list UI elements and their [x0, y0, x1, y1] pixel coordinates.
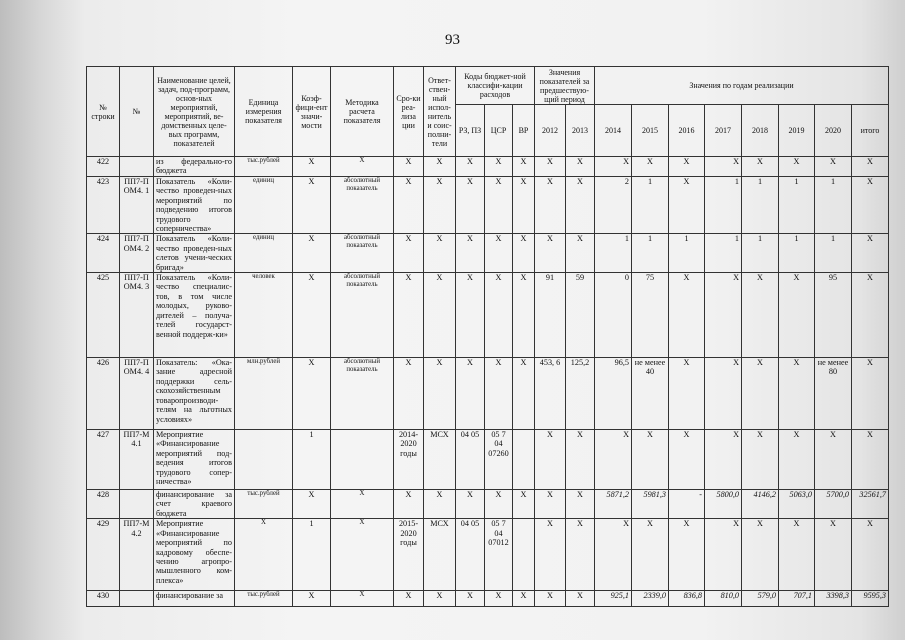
- cell-v2012: X: [535, 490, 566, 519]
- cell-name: из федерально-го бюджета: [154, 157, 235, 177]
- cell-total: X: [852, 273, 889, 358]
- cell-v2014: 96,5: [595, 358, 632, 430]
- cell-terms: 2014-2020 годы: [394, 430, 424, 490]
- header-name: Наименование целей, задач, под-программ, основ-ных мероприятий, мероприятий, ве-домственных целе-вых программ, показателей: [154, 67, 235, 157]
- header-responsible: Ответ-ствен-ный испол-нитель и соис-полни-тели: [424, 67, 456, 157]
- cell-terms: X: [394, 177, 424, 234]
- cell-v2018: 4146,2: [742, 490, 779, 519]
- cell-unit: человек: [235, 273, 293, 358]
- cell-method: абсолютный показатель: [331, 273, 394, 358]
- cell-vr: X: [513, 234, 535, 273]
- cell-method: X: [331, 519, 394, 591]
- cell-coef: X: [293, 273, 331, 358]
- cell-v2017: X: [705, 358, 742, 430]
- cell-unit: единиц: [235, 234, 293, 273]
- cell-v2019: 1: [779, 177, 815, 234]
- cell-v2016: 1: [669, 234, 705, 273]
- cell-num: [120, 591, 154, 607]
- cell-v2020: 95: [815, 273, 852, 358]
- cell-v2014: X: [595, 430, 632, 490]
- cell-v2016: X: [669, 157, 705, 177]
- cell-csr: X: [485, 234, 513, 273]
- cell-rz: X: [456, 273, 485, 358]
- table-row: [87, 157, 889, 177]
- header-method: Методика расчета показателя: [331, 67, 394, 157]
- cell-line: 423: [87, 177, 120, 234]
- cell-v2012: X: [535, 519, 566, 591]
- cell-rz: X: [456, 591, 485, 607]
- cell-vr: X: [513, 490, 535, 519]
- cell-num: ПП7-ПОМ4. 3: [120, 273, 154, 358]
- table-row: [87, 273, 889, 358]
- cell-v2015: 1: [632, 177, 669, 234]
- cell-v2016: X: [669, 519, 705, 591]
- cell-total: 9595,3: [852, 591, 889, 607]
- cell-name: Мероприятие «Финансирование мероприятий под-ведения итогов трудового сопер-ничества»: [154, 430, 235, 490]
- cell-unit: тыс.рублей: [235, 490, 293, 519]
- table-row: [87, 177, 889, 234]
- cell-num: [120, 157, 154, 177]
- header-total: итого: [852, 105, 889, 157]
- cell-terms: X: [394, 273, 424, 358]
- cell-coef: X: [293, 157, 331, 177]
- cell-v2019: X: [779, 519, 815, 591]
- cell-method: абсолютный показатель: [331, 358, 394, 430]
- cell-v2015: 5981,3: [632, 490, 669, 519]
- cell-v2017: X: [705, 273, 742, 358]
- cell-name: Показатель: «Ока-зание адресной поддержки сель-скохозяйственным товаропроизводи-телям на льготных условиях»: [154, 358, 235, 430]
- cell-v2013: X: [566, 234, 595, 273]
- cell-coef: X: [293, 177, 331, 234]
- cell-v2018: X: [742, 358, 779, 430]
- cell-terms: X: [394, 234, 424, 273]
- cell-coef: X: [293, 490, 331, 519]
- cell-total: X: [852, 177, 889, 234]
- cell-vr: X: [513, 273, 535, 358]
- cell-line: 425: [87, 273, 120, 358]
- cell-resp: X: [424, 234, 456, 273]
- table-row: [87, 519, 889, 591]
- cell-v2012: 91: [535, 273, 566, 358]
- cell-v2017: 1: [705, 234, 742, 273]
- cell-v2013: X: [566, 177, 595, 234]
- cell-v2014: 5871,2: [595, 490, 632, 519]
- cell-csr: X: [485, 177, 513, 234]
- cell-v2015: 1: [632, 234, 669, 273]
- cell-method: X: [331, 591, 394, 607]
- cell-name: Мероприятие «Финансирование мероприятий по кадровому обеспе-чению агропро-мышленного ком-плекса»: [154, 519, 235, 591]
- cell-v2020: 3398,3: [815, 591, 852, 607]
- header-year-2019: 2019: [779, 105, 815, 157]
- header-year-2020: 2020: [815, 105, 852, 157]
- cell-v2015: X: [632, 519, 669, 591]
- cell-v2012: X: [535, 430, 566, 490]
- header-csr: ЦСР: [485, 105, 513, 157]
- cell-v2016: 836,8: [669, 591, 705, 607]
- cell-v2014: 0: [595, 273, 632, 358]
- cell-v2013: X: [566, 490, 595, 519]
- table-row: [87, 591, 889, 607]
- cell-v2014: X: [595, 157, 632, 177]
- cell-v2015: X: [632, 157, 669, 177]
- cell-v2012: X: [535, 177, 566, 234]
- cell-total: 32561,7: [852, 490, 889, 519]
- cell-method: X: [331, 490, 394, 519]
- cell-resp: X: [424, 490, 456, 519]
- cell-v2016: X: [669, 358, 705, 430]
- cell-vr: X: [513, 157, 535, 177]
- cell-v2017: 810,0: [705, 591, 742, 607]
- cell-v2018: 579,0: [742, 591, 779, 607]
- header-rz: РЗ, ПЗ: [456, 105, 485, 157]
- cell-v2012: 453, 6: [535, 358, 566, 430]
- cell-v2019: 707,1: [779, 591, 815, 607]
- cell-v2020: X: [815, 157, 852, 177]
- cell-v2012: X: [535, 157, 566, 177]
- cell-v2020: не менее 80: [815, 358, 852, 430]
- cell-method: [331, 430, 394, 490]
- cell-v2013: X: [566, 591, 595, 607]
- cell-vr: X: [513, 177, 535, 234]
- cell-csr: 05 7 04 07012: [485, 519, 513, 591]
- page-number: 93: [445, 32, 460, 48]
- table-row: [87, 430, 889, 490]
- cell-total: X: [852, 358, 889, 430]
- cell-line: 424: [87, 234, 120, 273]
- header-year-2018: 2018: [742, 105, 779, 157]
- cell-line: 430: [87, 591, 120, 607]
- cell-coef: X: [293, 234, 331, 273]
- cell-vr: [513, 519, 535, 591]
- cell-coef: X: [293, 591, 331, 607]
- header-line-number: № строки: [87, 67, 120, 157]
- cell-vr: [513, 430, 535, 490]
- cell-unit: [235, 430, 293, 490]
- cell-v2019: X: [779, 157, 815, 177]
- cell-line: 428: [87, 490, 120, 519]
- cell-coef: 1: [293, 519, 331, 591]
- cell-v2017: X: [705, 157, 742, 177]
- cell-terms: X: [394, 591, 424, 607]
- cell-coef: 1: [293, 430, 331, 490]
- cell-v2013: X: [566, 157, 595, 177]
- cell-v2014: 925,1: [595, 591, 632, 607]
- cell-v2016: X: [669, 177, 705, 234]
- cell-v2020: 5700,0: [815, 490, 852, 519]
- cell-coef: X: [293, 358, 331, 430]
- header-unit: Единица измерения показателя: [235, 67, 293, 157]
- cell-v2019: X: [779, 430, 815, 490]
- cell-v2018: X: [742, 430, 779, 490]
- cell-v2019: 5063,0: [779, 490, 815, 519]
- cell-csr: X: [485, 358, 513, 430]
- table-row: [87, 490, 889, 519]
- cell-v2016: -: [669, 490, 705, 519]
- cell-rz: 04 05: [456, 430, 485, 490]
- cell-v2018: 1: [742, 177, 779, 234]
- cell-v2013: 125,2: [566, 358, 595, 430]
- cell-v2019: X: [779, 273, 815, 358]
- header-year-2012: 2012: [535, 105, 566, 157]
- cell-num: ПП7-М4.1: [120, 430, 154, 490]
- cell-v2015: 75: [632, 273, 669, 358]
- table-row: [87, 358, 889, 430]
- header-years-values: Значения по годам реализации: [595, 67, 889, 105]
- cell-num: ПП7-М4.2: [120, 519, 154, 591]
- header-terms: Сро-ки реа-лиза ции: [394, 67, 424, 157]
- cell-v2020: X: [815, 519, 852, 591]
- header-budget-codes: Коды бюджет-ной классифи-кации расходов: [456, 67, 535, 105]
- header-previous-values: Значения показателей за предшествую-щий период: [535, 67, 595, 105]
- cell-line: 429: [87, 519, 120, 591]
- cell-total: X: [852, 519, 889, 591]
- cell-v2013: X: [566, 519, 595, 591]
- cell-resp: X: [424, 157, 456, 177]
- cell-unit: тыс.рублей: [235, 591, 293, 607]
- cell-v2013: 59: [566, 273, 595, 358]
- cell-vr: X: [513, 358, 535, 430]
- cell-unit: единиц: [235, 177, 293, 234]
- cell-name: Показатель «Коли-чество проведен-ных слетов учени-ческих бригад»: [154, 234, 235, 273]
- cell-csr: 05 7 04 07260: [485, 430, 513, 490]
- cell-v2014: X: [595, 519, 632, 591]
- cell-line: 426: [87, 358, 120, 430]
- cell-resp: МСХ: [424, 430, 456, 490]
- cell-rz: X: [456, 490, 485, 519]
- cell-v2015: X: [632, 430, 669, 490]
- cell-resp: МСХ: [424, 519, 456, 591]
- cell-name: Показатель «Коли-чество проведен-ных мероприятий по подведению итогов трудового соперничества»: [154, 177, 235, 234]
- cell-name: Показатель «Коли-чество специалис-тов, в том числе молодых, руково-дителей – получа-телей государст-венной поддерж-ки»: [154, 273, 235, 358]
- cell-unit: тыс.рублей: [235, 157, 293, 177]
- cell-terms: X: [394, 490, 424, 519]
- cell-v2018: X: [742, 519, 779, 591]
- cell-v2012: X: [535, 234, 566, 273]
- cell-line: 422: [87, 157, 120, 177]
- cell-csr: X: [485, 591, 513, 607]
- cell-resp: X: [424, 273, 456, 358]
- header-year-2016: 2016: [669, 105, 705, 157]
- cell-method: абсолютный показатель: [331, 234, 394, 273]
- cell-resp: X: [424, 358, 456, 430]
- cell-name: финансирование за: [154, 591, 235, 607]
- cell-v2013: X: [566, 430, 595, 490]
- header-coefficient: Коэф-фици-ент значи-мости: [293, 67, 331, 157]
- cell-terms: X: [394, 157, 424, 177]
- cell-total: X: [852, 430, 889, 490]
- cell-unit: X: [235, 519, 293, 591]
- cell-v2012: X: [535, 591, 566, 607]
- cell-unit: млн.рублей: [235, 358, 293, 430]
- cell-v2017: 5800,0: [705, 490, 742, 519]
- cell-terms: 2015-2020 годы: [394, 519, 424, 591]
- cell-name: финансирование за счет краевого бюджета: [154, 490, 235, 519]
- cell-method: X: [331, 157, 394, 177]
- cell-v2015: 2339,0: [632, 591, 669, 607]
- cell-csr: X: [485, 490, 513, 519]
- cell-v2019: 1: [779, 234, 815, 273]
- cell-v2018: X: [742, 157, 779, 177]
- cell-num: ПП7-ПОМ4. 2: [120, 234, 154, 273]
- cell-csr: X: [485, 157, 513, 177]
- cell-rz: X: [456, 234, 485, 273]
- cell-num: ПП7-ПОМ4. 1: [120, 177, 154, 234]
- cell-v2017: 1: [705, 177, 742, 234]
- cell-vr: X: [513, 591, 535, 607]
- cell-total: X: [852, 234, 889, 273]
- header-year-2015: 2015: [632, 105, 669, 157]
- cell-rz: X: [456, 157, 485, 177]
- cell-v2019: X: [779, 358, 815, 430]
- cell-v2020: 1: [815, 177, 852, 234]
- cell-total: X: [852, 157, 889, 177]
- cell-v2017: X: [705, 519, 742, 591]
- cell-v2017: X: [705, 430, 742, 490]
- header-vr: ВР: [513, 105, 535, 157]
- cell-resp: X: [424, 591, 456, 607]
- cell-num: [120, 490, 154, 519]
- cell-num: ПП7-ПОМ4. 4: [120, 358, 154, 430]
- cell-v2016: X: [669, 430, 705, 490]
- cell-v2014: 1: [595, 234, 632, 273]
- cell-rz: 04 05: [456, 519, 485, 591]
- cell-v2015: не менее 40: [632, 358, 669, 430]
- header-number: №: [120, 67, 154, 157]
- cell-line: 427: [87, 430, 120, 490]
- cell-v2018: X: [742, 273, 779, 358]
- cell-v2016: X: [669, 273, 705, 358]
- cell-v2014: 2: [595, 177, 632, 234]
- program-indicators-table: [86, 66, 889, 607]
- table-row: [87, 234, 889, 273]
- cell-csr: X: [485, 273, 513, 358]
- header-year-2017: 2017: [705, 105, 742, 157]
- cell-method: абсолютный показатель: [331, 177, 394, 234]
- cell-rz: X: [456, 358, 485, 430]
- header-year-2014: 2014: [595, 105, 632, 157]
- cell-v2020: X: [815, 430, 852, 490]
- cell-terms: X: [394, 358, 424, 430]
- cell-v2018: 1: [742, 234, 779, 273]
- cell-v2020: 1: [815, 234, 852, 273]
- header-year-2013: 2013: [566, 105, 595, 157]
- cell-rz: X: [456, 177, 485, 234]
- cell-resp: X: [424, 177, 456, 234]
